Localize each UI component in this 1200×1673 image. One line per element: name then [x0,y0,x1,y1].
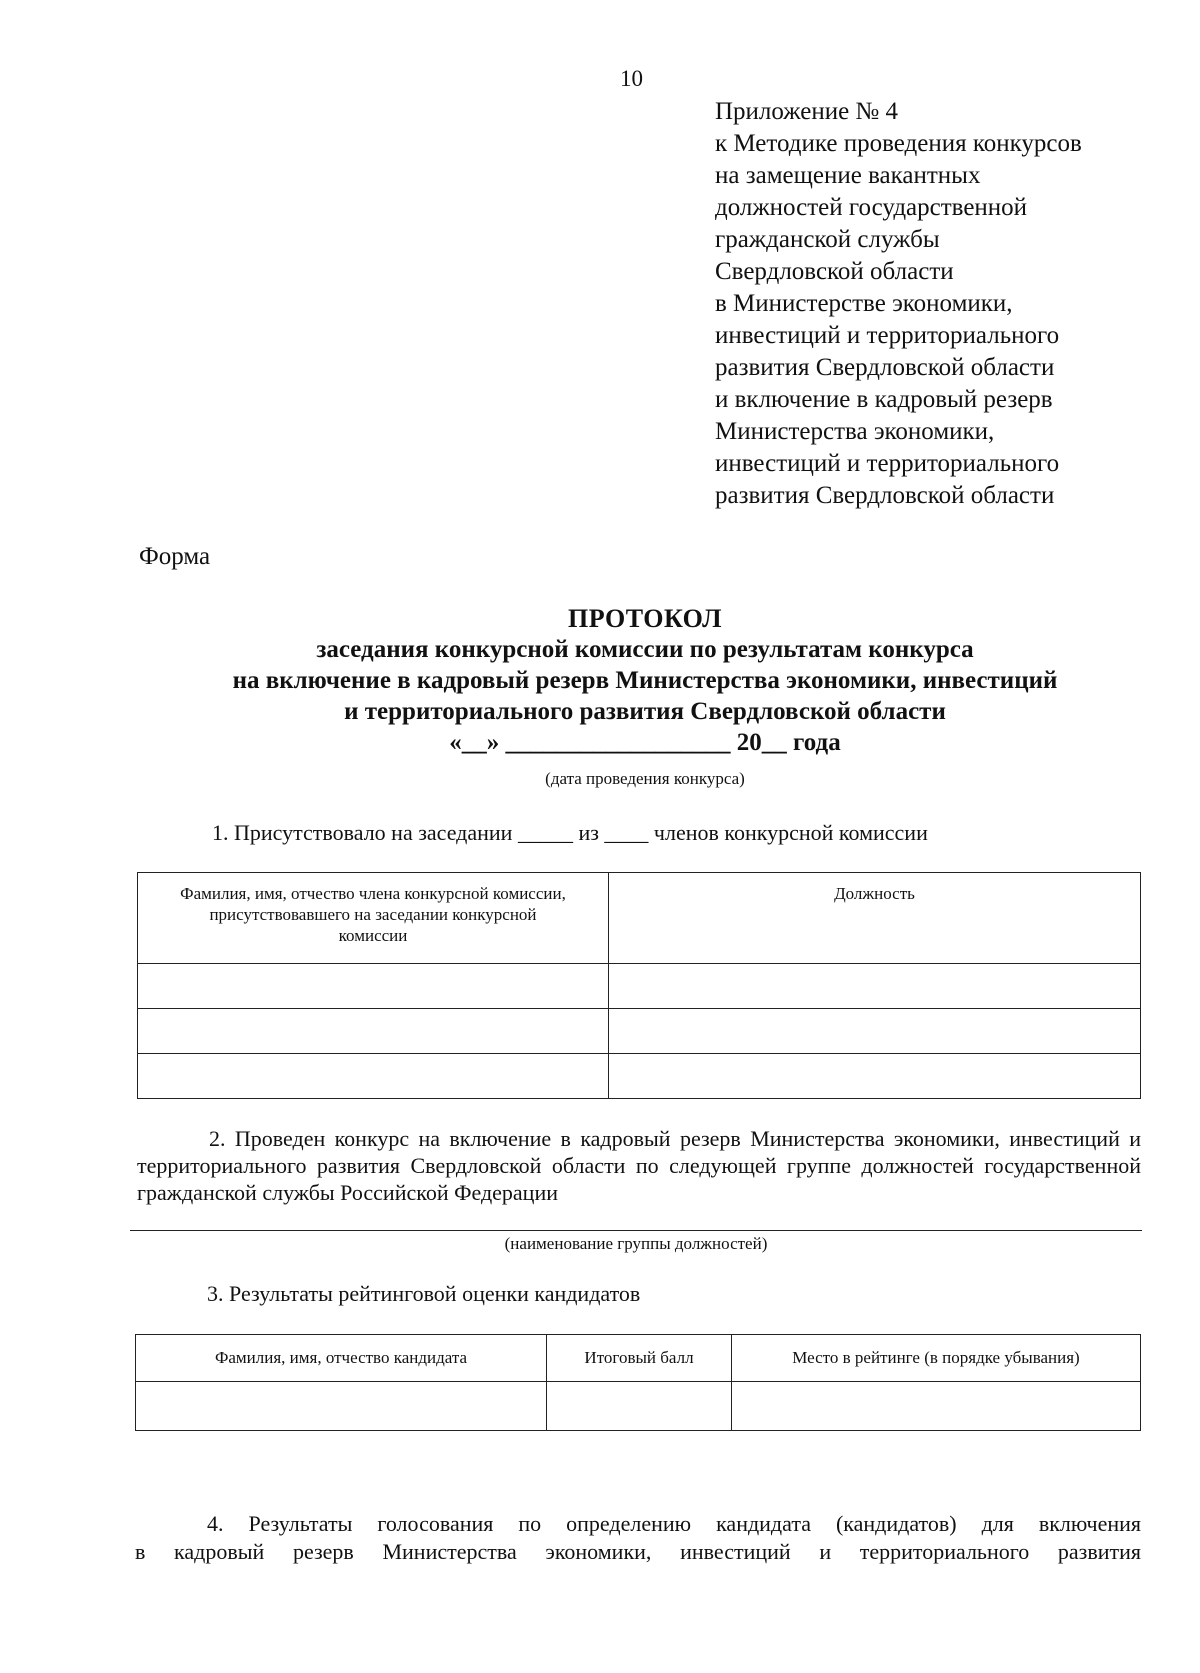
title-line: на включение в кадровый резерв Министерства экономики, инвестиций [232,667,1058,694]
header-total-score: Итоговый балл [547,1335,732,1382]
header-member-name: Фамилия, имя, отчество члена конкурсной комиссии, присутствовавшего на заседании конкурсной комиссии [138,873,609,964]
appendix-line: в Министерстве экономики, [715,290,1013,317]
appendix-line: инвестиций и территориального [715,450,1060,477]
form-label: Форма [139,543,211,570]
table-cell[interactable] [609,1054,1141,1099]
appendix-line: Свердловской области [715,258,954,285]
table-cell[interactable] [732,1382,1141,1431]
header-rating-place: Место в рейтинге (в порядке убывания) [732,1335,1141,1382]
appendix-line: к Методике проведения конкурсов [715,130,1082,157]
appendix-line: Министерства экономики, [715,418,995,445]
appendix-line: развития Свердловской области [715,354,1055,381]
table-row [138,1054,1141,1099]
title-line: заседания конкурсной комиссии по результатам конкурса [316,636,974,663]
table-cell[interactable] [138,1009,609,1054]
title-line: и территориального развития Свердловской области [344,698,946,725]
appendix-line: на замещение вакантных [715,162,981,189]
table-cell[interactable] [609,1009,1141,1054]
appendix-line: и включение в кадровый резерв [715,386,1053,413]
page-number: 10 [620,66,643,91]
header-position: Должность [609,873,1141,964]
section-1-text: 1. Присутствовало на заседании _____ из ____ членов конкурсной комиссии [212,820,928,845]
table-cell[interactable] [547,1382,732,1431]
appendix-line: инвестиций и территориального [715,322,1060,349]
table-row [136,1382,1141,1431]
appendix-reference [715,96,1185,512]
section-4-line: в кадровый резерв Министерства экономики, инвестиций и территориального развития [135,1539,1141,1564]
date-caption: (дата проведения конкурса) [545,769,745,788]
document-title [120,603,1170,758]
appendix-line: развития Свердловской области [715,482,1055,509]
title-main: ПРОТОКОЛ [568,604,722,633]
position-group-line[interactable] [130,1230,1142,1231]
section-4-text [135,1510,1141,1566]
table-row [138,964,1141,1009]
members-table [137,872,1141,1099]
appendix-line: гражданской службы [715,226,940,253]
candidates-table [135,1334,1141,1431]
table-row [138,1009,1141,1054]
position-group-caption: (наименование группы должностей) [504,1234,768,1253]
date-line: «__» __________________ 20__ года [449,729,841,756]
table-cell[interactable] [136,1382,547,1431]
table-cell[interactable] [609,964,1141,1009]
table-cell[interactable] [138,1054,609,1099]
appendix-line: должностей государственной [715,194,1028,221]
table-header-row [136,1335,1141,1382]
section-2-text: 2. Проведен конкурс на включение в кадровый резерв Министерства экономики, инвестиций и территориального развития Свердловской области по следующей группе должностей государственной гражданской службы Российской Федерации [137,1126,1141,1205]
table-header-row [138,873,1141,964]
header-candidate-name: Фамилия, имя, отчество кандидата [136,1335,547,1382]
table-cell[interactable] [138,964,609,1009]
section-3-text: 3. Результаты рейтинговой оценки кандидатов [207,1281,641,1306]
appendix-line: Приложение № 4 [715,98,899,125]
section-4-line: 4. Результаты голосования по определению кандидата (кандидатов) для включения [207,1511,1141,1536]
